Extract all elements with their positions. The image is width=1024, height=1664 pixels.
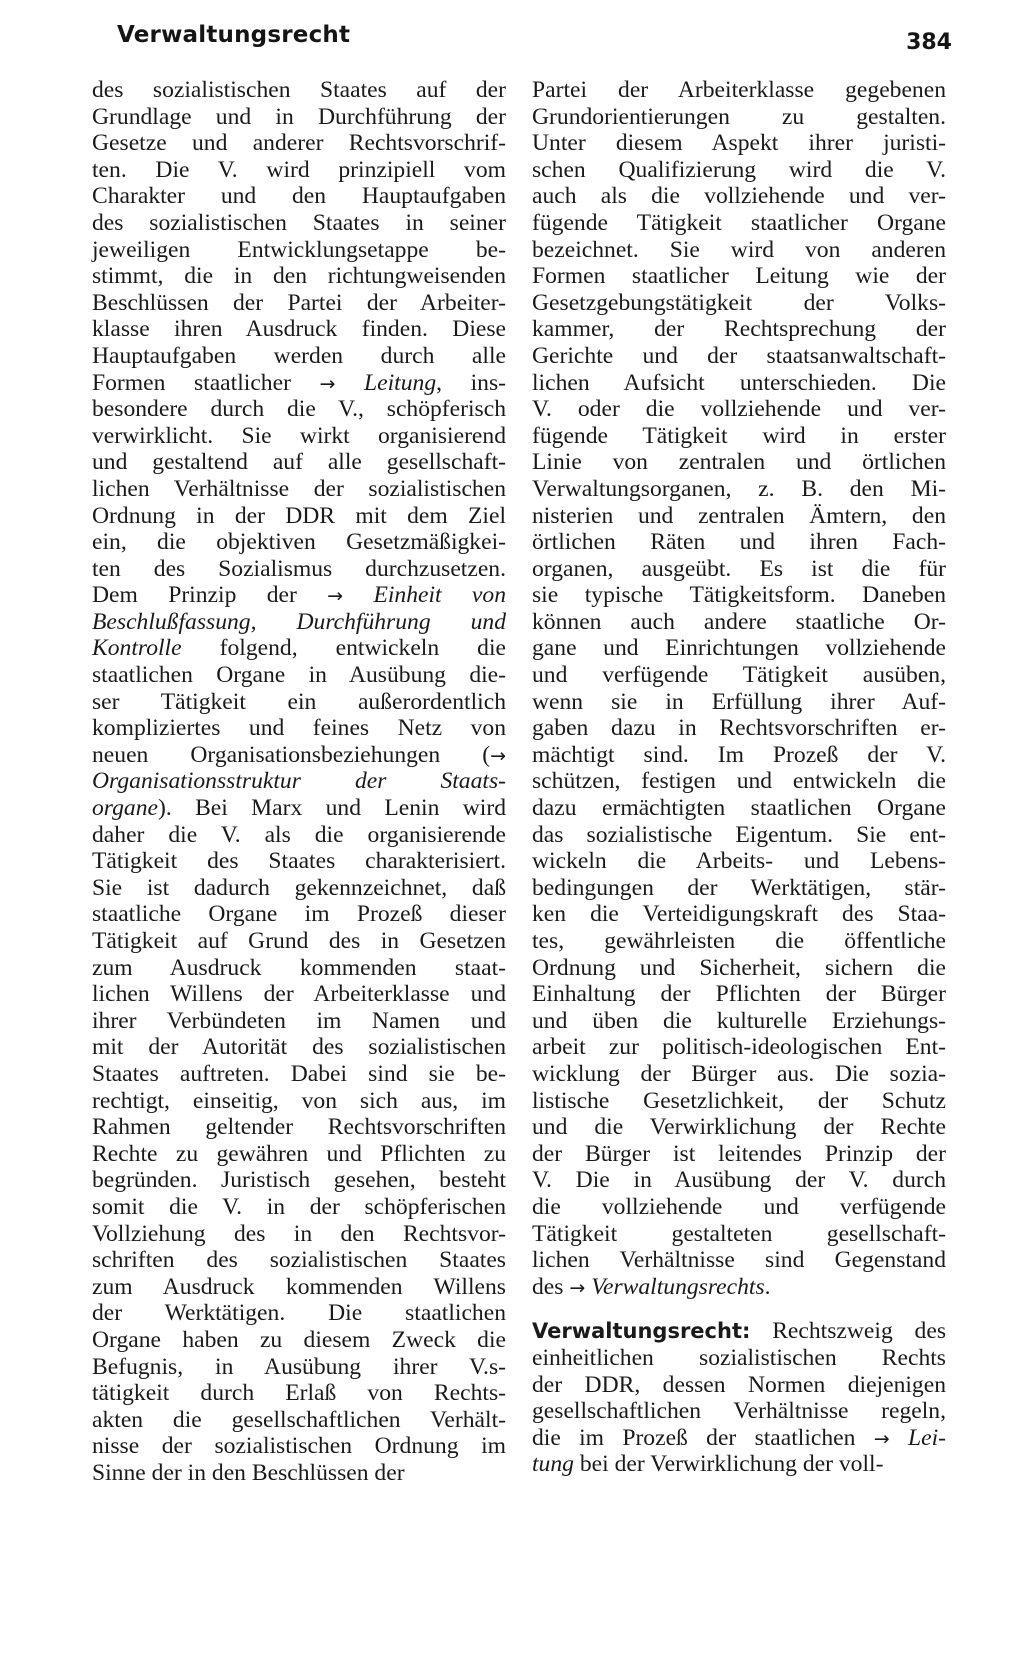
text-run: somit die V. in der schöpferischen [92, 1193, 506, 1220]
entry-gap [532, 1300, 946, 1318]
cross-reference-arrow-icon: → [873, 1427, 890, 1450]
italic-reference: Lei- [908, 1424, 947, 1451]
text-line [532, 77, 946, 104]
text-run: zum Ausdruck kommenden staat- [92, 954, 506, 981]
text-line [532, 1345, 946, 1372]
text-run: staatliche Organe im Prozeß dieser [92, 901, 506, 928]
text-line [92, 529, 506, 556]
text-run: schen Qualifizierung wird die V. [532, 156, 946, 183]
text-run: begründen. Juristisch gesehen, besteht [92, 1167, 506, 1194]
text-line [92, 1327, 506, 1354]
text-line [532, 130, 946, 157]
text-run: ten des Sozialismus durchzusetzen. [92, 555, 506, 582]
text-line [532, 396, 946, 423]
text-run: ken die Verteidigungskraft des Staa- [532, 901, 946, 928]
text-line [92, 1061, 506, 1088]
text-run: Formen staatlicher [92, 369, 320, 396]
text-line [92, 609, 506, 636]
text-line [532, 157, 946, 184]
text-run: gane und Einrichtungen vollziehende [532, 635, 946, 662]
text-line [532, 237, 946, 264]
text-run: wickeln die Arbeits- und Lebens- [532, 848, 946, 875]
text-run: arbeit zur politisch-ideologischen Ent- [532, 1034, 946, 1061]
text-line [532, 529, 946, 556]
text-line [532, 689, 946, 716]
text-line [92, 1354, 506, 1381]
text-line [532, 1221, 946, 1248]
text-run: wenn sie in Erfüllung ihrer Auf- [532, 688, 946, 715]
text-run: lichen Aufsicht unterschieden. Die [532, 369, 946, 396]
text-line [92, 582, 506, 609]
text-run [335, 370, 364, 396]
left-text-column [92, 77, 506, 1486]
text-line [92, 1300, 506, 1327]
text-run: verwirklicht. Sie wirkt organisierend [92, 422, 506, 449]
text-line [92, 290, 506, 317]
text-run: Dem Prinzip der [92, 582, 328, 609]
text-line [92, 77, 506, 104]
text-line [92, 928, 506, 955]
text-line [92, 343, 506, 370]
text-line [532, 795, 946, 822]
text-line [92, 875, 506, 902]
text-run: ten. Die V. wird prinzipiell vom [92, 156, 506, 183]
text-line [532, 848, 946, 875]
text-line [92, 423, 506, 450]
text-line [532, 928, 946, 955]
italic-reference: Verwaltungsrechts [591, 1273, 765, 1300]
italic-reference: Kontrolle [92, 635, 182, 662]
right-text-column [532, 77, 946, 1478]
text-line [532, 316, 946, 343]
text-run: Organe haben zu diesem Zweck die [92, 1326, 506, 1353]
text-run: nisterien und zentralen Ämtern, den [532, 502, 946, 529]
text-run: besondere durch die V., schöpferisch [92, 396, 506, 423]
cross-reference-arrow-icon: → [319, 372, 336, 395]
text-run: schützen, festigen und entwickeln die [532, 768, 946, 795]
text-line [532, 503, 946, 530]
text-line [92, 449, 506, 476]
text-run: Beschlüssen der Partei der Arbeiter- [92, 289, 506, 316]
italic-reference: organe [92, 795, 158, 822]
text-run: kammer, der Rechtsprechung der [532, 316, 946, 343]
text-line [92, 742, 506, 769]
text-run: listische Gesetzlichkeit, der Schutz [532, 1087, 946, 1114]
text-run: Rahmen geltender Rechtsvorschriften [92, 1114, 506, 1141]
text-run: wicklung der Bürger aus. Die sozia- [532, 1060, 946, 1087]
text-line [532, 556, 946, 583]
text-line [92, 635, 506, 662]
text-line [92, 1407, 506, 1434]
text-line [92, 662, 506, 689]
text-run: . [764, 1273, 771, 1300]
text-run: gesellschaftlichen Verhältnisse regeln, [532, 1398, 946, 1425]
text-run: Ordnung und Sicherheit, sichern die [532, 954, 946, 981]
text-run: neuen Organisationsbeziehungen ( [92, 741, 491, 768]
text-line [532, 1034, 946, 1061]
text-run: Gesetzgebungstätigkeit der Volks- [532, 289, 946, 316]
text-run [343, 582, 373, 608]
text-line [92, 1194, 506, 1221]
text-line [92, 396, 506, 423]
text-line [532, 1274, 946, 1301]
text-line [92, 1114, 506, 1141]
text-run: tätigkeit durch Erlaß von Rechts- [92, 1380, 506, 1407]
entry-term: Verwaltungsrecht: [532, 1319, 751, 1344]
text-line [92, 689, 506, 716]
text-line [92, 263, 506, 290]
text-line [532, 449, 946, 476]
text-run: jeweiligen Entwicklungsetappe be- [92, 236, 506, 263]
text-line [532, 981, 946, 1008]
text-line [92, 1380, 506, 1407]
page-header-title: Verwaltungsrecht [117, 22, 351, 48]
text-line [532, 1194, 946, 1221]
text-line [532, 1425, 946, 1452]
italic-reference: Organisationsstruktur der Staats- [92, 768, 506, 795]
text-run: dazu ermächtigten staatlichen Organe [532, 795, 946, 822]
text-line [92, 130, 506, 157]
italic-reference: Einheit von [373, 582, 506, 609]
text-run: lichen Verhältnisse sind Gegenstand [532, 1247, 946, 1274]
text-line [532, 609, 946, 636]
text-line [92, 901, 506, 928]
text-run: mit der Autorität des sozialistischen [92, 1034, 506, 1061]
text-run: und die Verwirklichung der Rechte [532, 1114, 946, 1141]
text-line [92, 981, 506, 1008]
text-run: Formen staatlicher Leitung wie der [532, 263, 946, 290]
text-run: Rechtszweig des [750, 1318, 946, 1345]
page-number: 384 [906, 30, 952, 55]
text-run: das sozialistische Eigentum. Sie ent- [532, 821, 946, 848]
text-line [92, 795, 506, 822]
text-line [92, 955, 506, 982]
text-line [532, 1088, 946, 1115]
text-run: zum Ausdruck kommenden Willens [92, 1273, 506, 1300]
text-run: klasse ihren Ausdruck finden. Diese [92, 316, 506, 343]
text-run: des sozialistischen Staates in seiner [92, 209, 506, 236]
text-run: ). Bei Marx und Lenin wird [157, 795, 506, 822]
text-run: mächtigt sind. Im Prozeß der V. [532, 741, 946, 768]
text-run: Verwaltungsorganen, z. B. den Mi- [532, 475, 946, 502]
text-run: einheitlichen sozialistischen Rechts [532, 1344, 946, 1371]
text-run: und verfügende Tätigkeit ausüben, [532, 662, 946, 689]
cross-reference-arrow-icon: → [569, 1276, 586, 1299]
text-run: des sozialistischen Staates auf der [92, 77, 506, 103]
text-run: akten die gesellschaftlichen Verhält- [92, 1406, 506, 1433]
text-run: sie typische Tätigkeitsform. Daneben [532, 582, 946, 609]
text-run: der DDR, dessen Normen diejenigen [532, 1371, 946, 1398]
text-run: Charakter und den Hauptaufgaben [92, 183, 506, 210]
text-line [92, 848, 506, 875]
text-line [532, 183, 946, 210]
text-line [532, 370, 946, 397]
text-line [532, 1398, 946, 1425]
text-run: Staates auftreten. Dabei sind sie be- [92, 1060, 506, 1087]
text-run: fügende Tätigkeit staatlicher Organe [532, 209, 946, 236]
text-line [92, 1274, 506, 1301]
text-run: Grundorientierungen zu gestalten. [532, 103, 946, 130]
text-line [92, 210, 506, 237]
text-run: schriften des sozialistischen Staates [92, 1247, 506, 1274]
text-line [92, 1034, 506, 1061]
text-run: die im Prozeß der staatlichen [532, 1424, 874, 1451]
text-line [532, 901, 946, 928]
italic-reference: Beschlußfassung, Durchführung und [92, 608, 506, 635]
text-line [92, 1008, 506, 1035]
text-run: ein, die objektiven Gesetzmäßigkei- [92, 529, 506, 556]
text-line [92, 715, 506, 742]
text-run: bedingungen der Werktätigen, stär- [532, 874, 946, 901]
text-run: des [532, 1273, 570, 1300]
text-run: ser Tätigkeit ein außerordentlich [92, 688, 506, 715]
text-line [532, 104, 946, 131]
text-line [92, 157, 506, 184]
text-line [532, 768, 946, 795]
text-line [92, 1221, 506, 1248]
text-run: , ins- [436, 369, 507, 396]
text-run: kompliziertes und feines Netz von [92, 715, 506, 742]
text-line [532, 263, 946, 290]
text-line [92, 503, 506, 530]
text-run: auch als die vollziehende und ver- [532, 183, 946, 210]
text-run: V. oder die vollziehende und ver- [532, 396, 946, 423]
text-line [92, 476, 506, 503]
text-line [532, 582, 946, 609]
text-run: staatlichen Organe in Ausübung die- [92, 662, 506, 689]
text-line [532, 1114, 946, 1141]
text-line [92, 370, 506, 397]
text-line [532, 476, 946, 503]
text-run: bezeichnet. Sie wird von anderen [532, 236, 946, 263]
italic-reference: tung [532, 1451, 574, 1478]
text-run: folgend, entwickeln die [181, 635, 506, 662]
text-run: Vollziehung des in den Rechtsvor- [92, 1220, 506, 1247]
text-line [92, 1088, 506, 1115]
text-line [92, 1247, 506, 1274]
text-run: lichen Verhältnisse der sozialistischen [92, 475, 506, 502]
cross-reference-arrow-icon: → [327, 585, 344, 608]
text-run: daher die V. als die organisierende [92, 821, 506, 848]
text-line [532, 1141, 946, 1168]
text-line [532, 1451, 946, 1478]
text-line [532, 662, 946, 689]
text-line [532, 1008, 946, 1035]
text-run: und gestaltend auf alle gesellschaft- [92, 449, 506, 476]
text-line [532, 1247, 946, 1274]
text-line [532, 210, 946, 237]
text-run: gaben dazu in Rechtsvorschriften er- [532, 715, 946, 742]
text-line [92, 183, 506, 210]
text-run: nisse der sozialistischen Ordnung im [92, 1433, 506, 1460]
text-run: lichen Willens der Arbeiterklasse und [92, 981, 506, 1008]
text-line [532, 715, 946, 742]
text-line [532, 822, 946, 849]
text-run: Ordnung in der DDR mit dem Ziel [92, 502, 506, 529]
text-run: Partei der Arbeiterklasse gegebenen [532, 77, 946, 103]
text-line [532, 423, 946, 450]
text-run: der Bürger ist leitendes Prinzip der [532, 1140, 946, 1167]
text-run: rechtigt, einseitig, von sich aus, im [92, 1087, 506, 1114]
text-run: organen, ausgeübt. Es ist die für [532, 555, 946, 582]
text-run: ihrer Verbündeten im Namen und [92, 1007, 506, 1034]
text-line [532, 955, 946, 982]
text-line [532, 290, 946, 317]
text-line [532, 343, 946, 370]
text-run: die vollziehende und verfügende [532, 1193, 946, 1220]
text-run: Gesetze und anderer Rechtsvorschrif- [92, 130, 506, 157]
text-line [532, 1318, 946, 1345]
text-run: der Werktätigen. Die staatlichen [92, 1300, 506, 1327]
text-line [92, 768, 506, 795]
text-line [92, 1460, 506, 1487]
text-run: V. Die in Ausübung der V. durch [532, 1167, 946, 1194]
text-line [532, 1061, 946, 1088]
text-line [92, 1141, 506, 1168]
text-line [92, 556, 506, 583]
text-run: können auch andere staatliche Or- [532, 608, 946, 635]
text-line [532, 635, 946, 662]
text-run: Hauptaufgaben werden durch alle [92, 342, 506, 369]
text-run: Befugnis, in Ausübung ihrer V.s- [92, 1353, 506, 1380]
text-run: örtlichen Räten und ihren Fach- [532, 529, 946, 556]
text-line [92, 1433, 506, 1460]
text-line [532, 1372, 946, 1399]
text-line [92, 316, 506, 343]
cross-reference-arrow-icon: → [490, 744, 506, 767]
text-run: Rechte zu gewähren und Pflichten zu [92, 1140, 506, 1167]
text-run: fügende Tätigkeit wird in erster [532, 422, 946, 449]
text-line [92, 104, 506, 131]
text-line [92, 237, 506, 264]
text-run: Unter diesem Aspekt ihrer juristi- [532, 130, 946, 157]
text-line [532, 1167, 946, 1194]
text-run: Sinne der in den Beschlüssen der [92, 1459, 405, 1486]
text-run: Tätigkeit des Staates charakterisiert. [92, 848, 506, 875]
text-line [532, 875, 946, 902]
text-run: stimmt, die in den richtungweisenden [92, 263, 506, 290]
text-run: Grundlage und in Durchführung der [92, 103, 506, 130]
text-run: Tätigkeit gestalteten gesellschaft- [532, 1220, 946, 1247]
text-line [92, 1167, 506, 1194]
text-run: Gerichte und der staatsanwaltschaft- [532, 342, 946, 369]
text-run [890, 1425, 908, 1451]
text-run: Linie von zentralen und örtlichen [532, 449, 946, 476]
text-run: Sie ist dadurch gekennzeichnet, daß [92, 874, 506, 901]
text-run: Einhaltung der Pflichten der Bürger [532, 981, 946, 1008]
text-run: tes, gewährleisten die öffentliche [532, 928, 946, 954]
italic-reference: Leitung [364, 369, 437, 396]
text-run: bei der Verwirklichung der voll- [573, 1451, 884, 1478]
text-run: und üben die kulturelle Erziehungs- [532, 1007, 946, 1034]
text-run: Tätigkeit auf Grund des in Gesetzen [92, 928, 506, 954]
text-line [92, 822, 506, 849]
text-line [532, 742, 946, 769]
